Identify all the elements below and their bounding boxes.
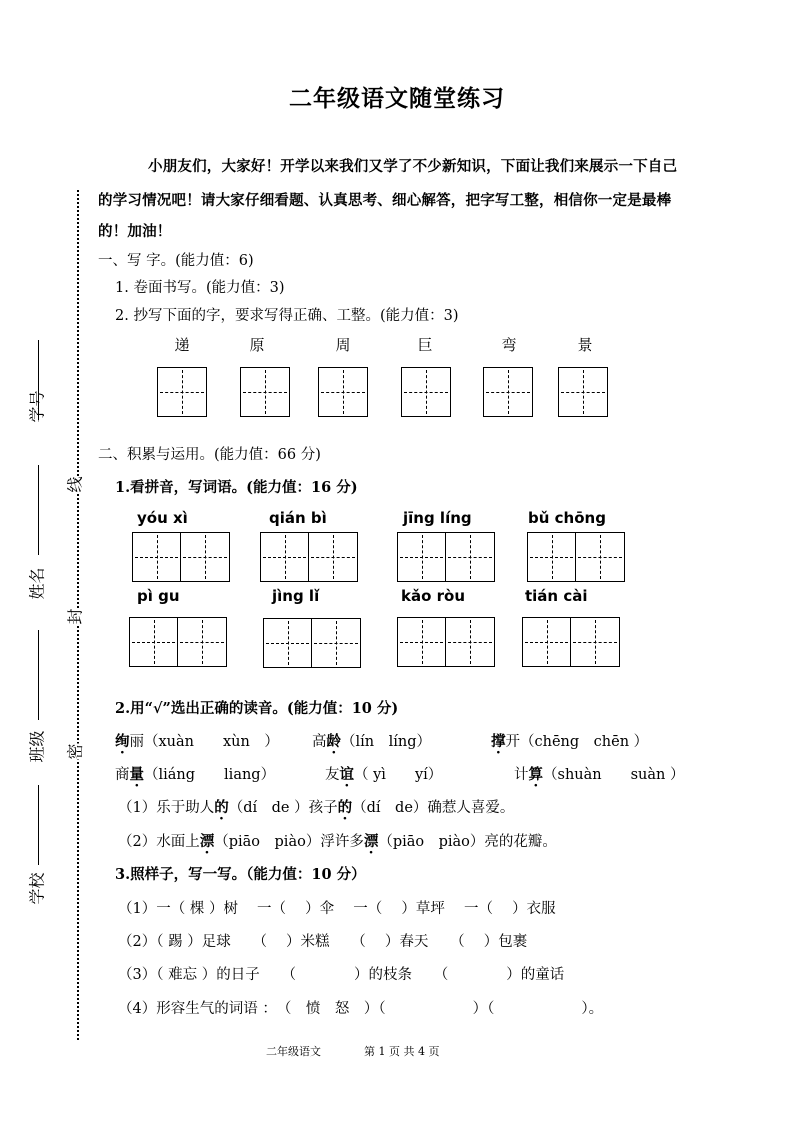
- student-id-label: 学号: [27, 390, 47, 423]
- student-name-label: 姓名: [27, 567, 47, 600]
- writing-grid[interactable]: [157, 367, 207, 417]
- intro-line-2: 的学习情况吧！请大家仔细看题、认真思考、细心解答，把字写工整，相信你一定是最棒: [98, 192, 672, 209]
- intro-line-3: 的！加油！: [98, 223, 172, 240]
- writing-grid[interactable]: [397, 532, 495, 582]
- pronunciation-item-6[interactable]: 计算（shuàn suàn ）: [514, 766, 685, 783]
- school-line[interactable]: [38, 785, 39, 865]
- school-label: 学校: [27, 872, 47, 905]
- q3-heading: 3.照样子，写一写。（能力值：10 分）: [115, 866, 366, 883]
- copy-char-4: 巨: [417, 336, 433, 354]
- section2-heading: 二、积累与运用。(能力值：66 分): [98, 447, 321, 463]
- pronunciation-sentence-1[interactable]: （1）乐于助人的（dí de ）孩子的（dí de）确惹人喜爱。: [118, 799, 515, 816]
- copy-char-3: 周: [335, 336, 351, 354]
- writing-grid[interactable]: [397, 617, 495, 667]
- writing-grid[interactable]: [260, 532, 358, 582]
- copy-char-2: 原: [249, 336, 265, 354]
- fill-in-line-3[interactable]: （3）（ 难忘 ）的日子 （ ）的枝条 （ ）的童话: [118, 967, 565, 983]
- fill-in-line-1[interactable]: （1）一（ 棵 ）树 一（ ）伞 一（ ）草坪 一（ ）衣服: [118, 901, 556, 917]
- class-label: 班级: [27, 730, 47, 763]
- copy-char-1: 递: [174, 336, 190, 354]
- footer-subject: 二年级语文: [266, 1045, 321, 1058]
- class-line[interactable]: [38, 630, 39, 720]
- pronunciation-item-5[interactable]: 友谊（ yì yí）: [325, 766, 443, 783]
- writing-grid[interactable]: [132, 532, 230, 582]
- fill-in-line-2[interactable]: （2）（ 踢 ）足球 （ ）米糕 （ ）春天 （ ）包裹: [118, 934, 528, 950]
- writing-grid[interactable]: [522, 617, 620, 667]
- writing-grid[interactable]: [527, 532, 625, 582]
- pinyin-label: yóu xì: [137, 509, 188, 527]
- writing-grid[interactable]: [240, 367, 290, 417]
- footer-page-number: 第 1 页 共 4 页: [364, 1045, 440, 1058]
- section1-item2: 2. 抄写下面的字，要求写得正确、工整。(能力值：3): [115, 308, 459, 324]
- pronunciation-sentence-2[interactable]: （2）水面上漂（piāo piào）浮许多漂（piāo piào）亮的花瓣。: [118, 833, 557, 850]
- pronunciation-item-3[interactable]: 撑开（chēng chēn ）: [491, 733, 649, 750]
- fill-in-line-4[interactable]: （4）形容生气的词语 ： （ 愤 怒 ）（ ）（ ）。: [118, 1001, 604, 1017]
- pronunciation-item-1[interactable]: 绚丽（xuàn xùn ）: [115, 733, 279, 750]
- seal-line-mark: 线: [63, 476, 86, 492]
- pronunciation-item-4[interactable]: 商量（liáng liang）: [115, 766, 276, 783]
- pinyin-label: tián cài: [525, 587, 588, 605]
- pinyin-label: jīng líng: [403, 509, 472, 527]
- writing-grid[interactable]: [483, 367, 533, 417]
- writing-grid[interactable]: [401, 367, 451, 417]
- pinyin-label: qián bì: [269, 509, 327, 527]
- q1-heading: 1.看拼音，写词语。(能力值：16 分): [115, 479, 358, 496]
- pinyin-label: bǔ chōng: [528, 509, 606, 527]
- writing-grid[interactable]: [129, 617, 227, 667]
- writing-grid[interactable]: [263, 618, 361, 668]
- section1-item1: 1. 卷面书写。(能力值：3): [115, 280, 285, 296]
- writing-grid[interactable]: [558, 367, 608, 417]
- pronunciation-item-2[interactable]: 高龄（lín líng）: [312, 733, 432, 750]
- student-name-line[interactable]: [38, 465, 39, 555]
- q2-heading: 2.用“√”选出正确的读音。(能力值：10 分): [115, 700, 399, 717]
- pinyin-label: pì gu: [137, 587, 180, 605]
- seal-secret-mark: 密: [63, 743, 86, 759]
- seal-seal-mark: 封: [63, 608, 86, 624]
- writing-grid[interactable]: [318, 367, 368, 417]
- page-title: 二年级语文随堂练习: [289, 85, 505, 112]
- copy-char-5: 弯: [501, 336, 517, 354]
- section1-heading: 一、写 字。(能力值：6): [98, 253, 254, 269]
- intro-line-1: 小朋友们，大家好！开学以来我们又学了不少新知识，下面让我们来展示一下自己: [148, 158, 678, 175]
- copy-char-6: 景: [577, 336, 593, 354]
- pinyin-label: jìng lǐ: [272, 587, 320, 605]
- pinyin-label: kǎo ròu: [401, 587, 466, 605]
